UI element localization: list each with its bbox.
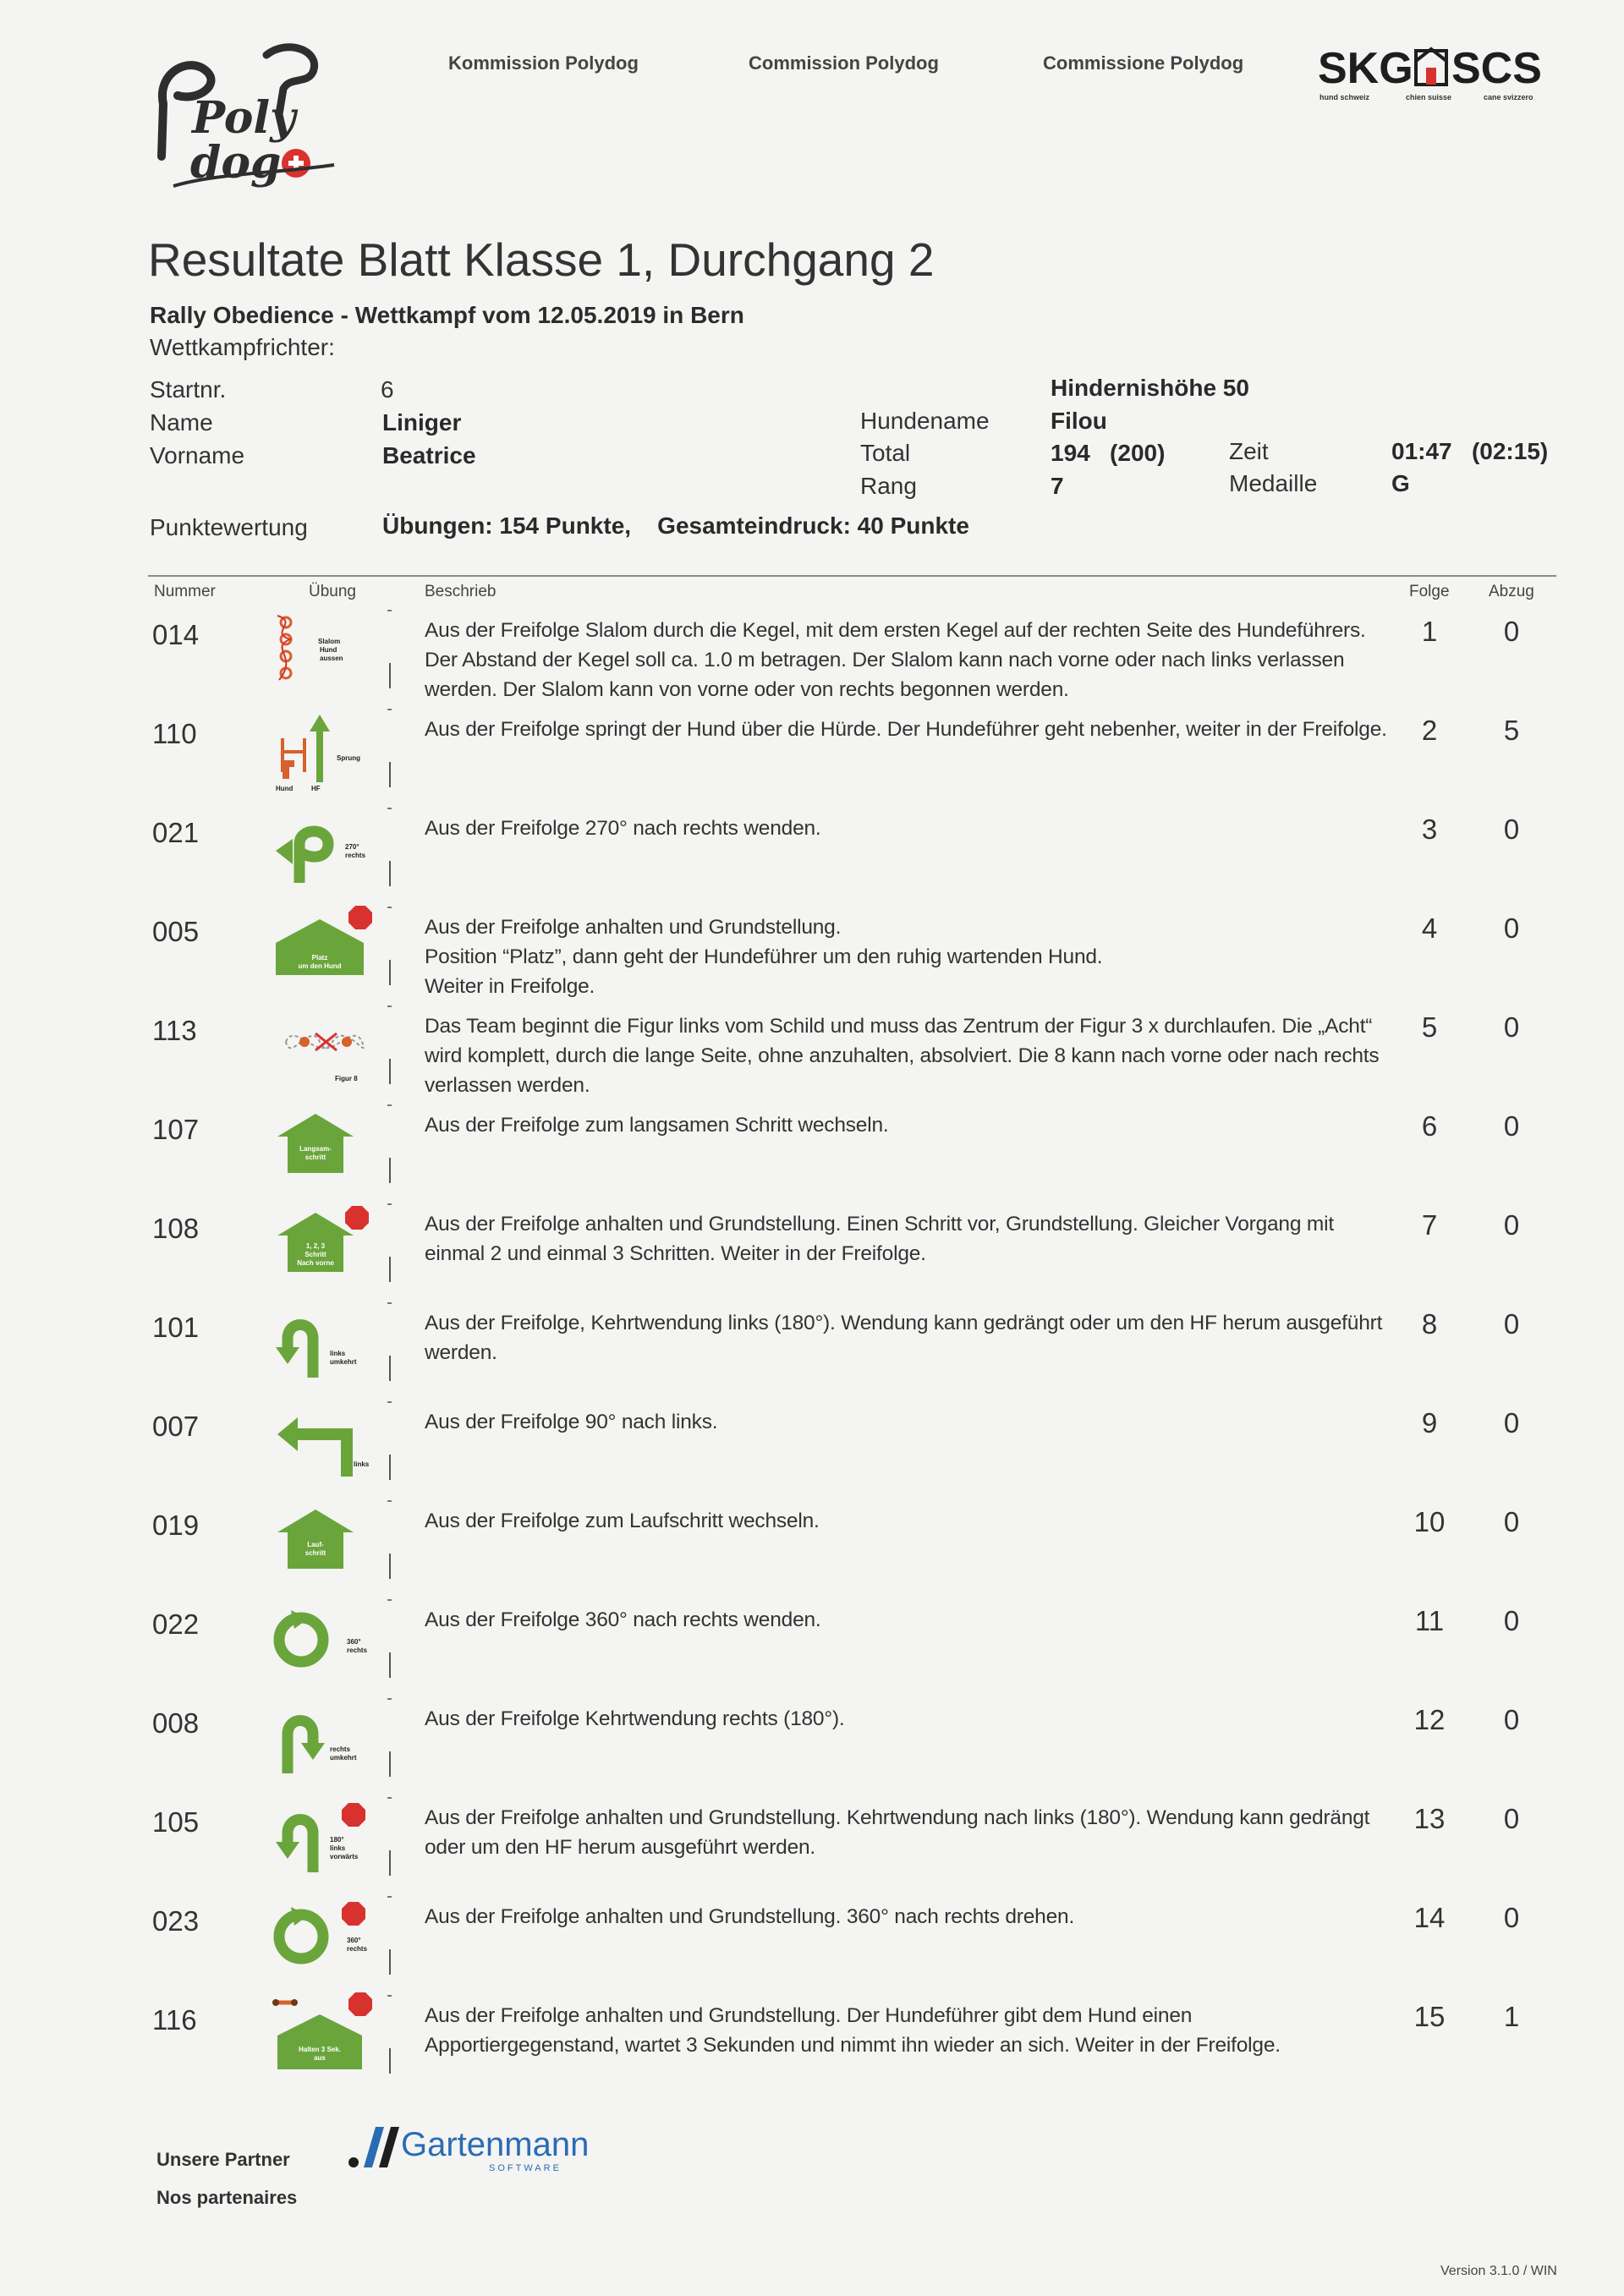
exercise-abzug: 1	[1503, 2001, 1520, 2032]
col-header-abzug: Abzug	[1489, 583, 1534, 600]
exercise-abzug: 5	[1503, 715, 1520, 746]
logo-text-poly: Poly	[192, 92, 296, 144]
icon-label: umkehrt	[330, 1754, 357, 1762]
commission-fr: Commission Polydog	[749, 52, 939, 74]
stop-sign-icon	[345, 1206, 369, 1230]
judge-label: Wettkampfrichter:	[150, 334, 335, 360]
table-row	[0, 1494, 1624, 1593]
table-row	[0, 1099, 1624, 1197]
turn-270-right-icon	[269, 802, 396, 895]
skg-sub-de: hund schweiz	[1320, 93, 1370, 101]
exercise-abzug: 0	[1503, 1605, 1520, 1636]
exercise-description: Aus der Freifolge 90° nach links.	[425, 1411, 718, 1433]
skg-text: SKG	[1318, 44, 1413, 93]
exercise-description: Aus der Freifolge springt der Hund über die Hürde. Der Hundeführer geht nebenher, weiter in der Freifolge.	[425, 718, 1387, 741]
icon-label: Slalom	[318, 638, 341, 645]
polydog-logo	[140, 38, 347, 195]
exercise-number: 019	[152, 1510, 200, 1541]
exercise-description: Aus der Freifolge 360° nach rechts wenden.	[425, 1608, 821, 1631]
table-row	[0, 1395, 1624, 1494]
commission-it: Commissione Polydog	[1043, 52, 1244, 74]
hundename-label: Hundename	[860, 408, 990, 434]
partner-label-de: Unsere Partner	[156, 2149, 290, 2170]
exercise-number: 107	[152, 1114, 200, 1145]
icon-label: rechts	[347, 1945, 368, 1953]
icon-label: rechts	[330, 1745, 351, 1753]
slalom-icon	[269, 604, 396, 697]
skg-sub-fr: chien suisse	[1406, 93, 1452, 101]
scs-text: SCS	[1451, 44, 1542, 93]
startnr-value: 6	[381, 376, 394, 403]
exercise-abzug: 0	[1503, 912, 1520, 944]
col-header-uebung: Übung	[309, 583, 356, 600]
exercise-abzug: 0	[1503, 1704, 1520, 1735]
steps-forward-icon	[269, 1197, 396, 1290]
exercise-folge: 14	[1413, 1902, 1446, 1933]
exercise-folge: 13	[1413, 1803, 1446, 1834]
exercise-abzug: 0	[1503, 1407, 1520, 1438]
fast-pace-icon	[269, 1494, 396, 1587]
exercise-folge: 11	[1414, 1605, 1445, 1636]
gartenmann-logo	[345, 2118, 590, 2178]
halt-360-right-icon	[269, 1890, 396, 1983]
stop-sign-icon	[342, 1902, 365, 1926]
halt-retrieve-icon	[269, 1989, 396, 2082]
exercise-number: 105	[152, 1806, 200, 1838]
exercise-description: Aus der Freifolge Kehrtwendung rechts (180°).	[425, 1707, 845, 1730]
exercise-number: 113	[152, 1015, 197, 1046]
table-row	[0, 1197, 1624, 1296]
vorname-value: Beatrice	[382, 442, 476, 469]
exercise-abzug: 0	[1503, 1110, 1520, 1142]
total-value: 194 (200)	[1051, 440, 1166, 466]
col-header-folge: Folge	[1409, 583, 1450, 600]
table-row	[0, 1593, 1624, 1692]
stop-sign-icon	[342, 1803, 365, 1827]
icon-label: Halten 3 Sek.	[299, 2046, 341, 2053]
skg-scs-logo	[1318, 42, 1555, 106]
partner-label-fr: Nos partenaires	[156, 2187, 298, 2208]
exercise-folge: 8	[1421, 1308, 1438, 1340]
exercise-folge: 9	[1421, 1407, 1438, 1438]
medaille-value: G	[1391, 470, 1410, 496]
icon-label: 360°	[347, 1638, 361, 1646]
exercise-abzug: 0	[1503, 814, 1520, 845]
icon-label: Platz	[311, 954, 328, 962]
exercise-folge: 3	[1421, 814, 1438, 845]
turn-90-left-icon	[269, 1395, 396, 1488]
exercise-number: 022	[152, 1608, 200, 1640]
logo-text-dog: dog	[190, 137, 282, 189]
exercise-number: 101	[152, 1312, 200, 1343]
exercise-folge: 6	[1421, 1110, 1438, 1142]
table-row	[0, 1791, 1624, 1890]
exercise-folge: 15	[1413, 2001, 1446, 2032]
col-header-beschrieb: Beschrieb	[425, 583, 497, 600]
icon-label: 180°	[330, 1836, 344, 1844]
halt-down-walk-around-icon	[269, 901, 396, 994]
exercise-number: 108	[152, 1213, 200, 1244]
rang-label: Rang	[860, 473, 917, 499]
stop-sign-icon	[348, 906, 372, 929]
exercise-folge: 4	[1421, 912, 1438, 944]
icon-label: 360°	[347, 1937, 361, 1944]
exercise-description: Aus der Freifolge anhalten und Grundstellung. Einen Schritt vor, Grundstellung. Gleicher Vorgang mit einmal 2 und einmal 3 Schritten. Weiter in der Freifolge.	[425, 1213, 1334, 1265]
icon-label: Lauf-	[307, 1541, 324, 1548]
exercise-description: Aus der Freifolge anhalten und Grundstellung. Der Hundeführer gibt dem Hund einen Apportiergegenstand, wartet 3 Sekunden und nimmt ihn wieder an sich. Weiter in der Freifolge.	[425, 2004, 1281, 2057]
icon-label: vorwärts	[330, 1853, 359, 1860]
rang-value: 7	[1051, 473, 1064, 499]
exercise-number: 007	[152, 1411, 200, 1442]
icon-label: rechts	[345, 852, 366, 859]
icon-label: Hund	[320, 646, 337, 654]
about-turn-right-icon	[269, 1692, 396, 1785]
icon-label: Nach vorne	[297, 1259, 334, 1267]
table-row	[0, 604, 1624, 703]
about-turn-left-icon	[269, 1296, 396, 1389]
exercise-abzug: 0	[1503, 1506, 1520, 1537]
stop-sign-icon	[348, 1992, 372, 2016]
exercise-description: Aus der Freifolge anhalten und Grundstellung. 360° nach rechts drehen.	[425, 1905, 1075, 1928]
exercise-abzug: 0	[1503, 1902, 1520, 1933]
table-row	[0, 1692, 1624, 1791]
icon-label: Hund	[276, 785, 294, 792]
turn-360-right-icon	[269, 1593, 396, 1686]
exercise-folge: 1	[1421, 616, 1438, 647]
exercise-abzug: 0	[1503, 1803, 1520, 1834]
exercise-abzug: 0	[1503, 1308, 1520, 1340]
name-value: Liniger	[382, 409, 462, 436]
icon-label: um den Hund	[298, 962, 342, 970]
icon-label: 1, 2, 3	[305, 1242, 326, 1250]
commission-de: Kommission Polydog	[448, 52, 639, 74]
exercise-folge: 7	[1421, 1209, 1438, 1241]
exercise-abzug: 0	[1503, 616, 1520, 647]
name-label: Name	[150, 409, 213, 436]
exercise-description: Aus der Freifolge zum langsamen Schritt wechseln.	[425, 1114, 889, 1137]
icon-label: umkehrt	[330, 1358, 357, 1366]
punkte-label: Punktewertung	[150, 514, 308, 540]
icon-label: links	[330, 1844, 346, 1852]
table-row	[0, 802, 1624, 901]
total-label: Total	[860, 440, 911, 466]
table-row	[0, 1989, 1624, 2088]
exercise-abzug: 0	[1503, 1209, 1520, 1241]
table-row	[0, 703, 1624, 802]
icon-label: Schritt	[304, 1251, 326, 1258]
startnr-label: Startnr.	[150, 376, 227, 403]
exercise-folge: 12	[1413, 1704, 1446, 1735]
medaille-label: Medaille	[1229, 470, 1318, 496]
exercise-number: 008	[152, 1707, 200, 1739]
table-row	[0, 901, 1624, 1000]
page-title: Resultate Blatt Klasse 1, Durchgang 2	[148, 233, 935, 286]
exercise-description: Aus der Freifolge anhalten und Grundstellung. Position “Platz”, dann geht der Hundeführer um den ruhig wartenden Hund. Weiter in Freifolge.	[425, 916, 1103, 998]
table-row	[0, 1890, 1624, 1989]
hindernis-value: Hindernishöhe 50	[1051, 375, 1249, 401]
exercise-description: Aus der Freifolge, Kehrtwendung links (180°). Wendung kann gedrängt oder um den HF herum ausgeführt werden.	[425, 1312, 1383, 1364]
icon-label: schritt	[304, 1549, 326, 1557]
exercise-description: Das Team beginnt die Figur links vom Schild und muss das Zentrum der Figur 3 x durchlaufen. Die „Acht“ wird komplett, durch die lange Seite, ohne anzuhalten, absolviert. Die 8 kann nach vorne oder nach rechts verlassen werden.	[425, 1015, 1380, 1097]
jump-icon	[269, 703, 396, 796]
exercise-abzug: 0	[1503, 1011, 1520, 1043]
table-row	[0, 1296, 1624, 1395]
vorname-label: Vorname	[150, 442, 245, 469]
icon-label: Sprung	[337, 754, 360, 762]
exercise-description: Aus der Freifolge Slalom durch die Kegel, mit dem ersten Kegel auf der rechten Seite des Hundeführers. Der Abstand der Kegel soll ca. 1.0 m betragen. Der Slalom kann nach vorne oder nach links verlassen werden. Der Slalom kann von vorne oder von rechts begonnen werden.	[425, 619, 1366, 701]
zeit-label: Zeit	[1229, 438, 1269, 464]
icon-label: aussen	[320, 655, 343, 662]
exercise-number: 116	[152, 2004, 197, 2036]
exercise-number: 014	[152, 619, 200, 650]
slow-pace-icon	[269, 1099, 396, 1192]
exercise-folge: 5	[1421, 1011, 1438, 1043]
exercise-description: Aus der Freifolge zum Laufschritt wechseln.	[425, 1510, 820, 1532]
gartenmann-sub: SOFTWARE	[489, 2163, 562, 2173]
version-label: Version 3.1.0 / WIN	[1440, 2264, 1557, 2278]
exercise-number: 110	[152, 718, 197, 749]
exercise-number: 005	[152, 916, 200, 947]
exercise-number: 021	[152, 817, 200, 848]
gartenmann-text: Gartenmann	[401, 2126, 590, 2163]
hundename-value: Filou	[1051, 408, 1107, 434]
exercise-number: 023	[152, 1905, 200, 1937]
icon-label: aus	[314, 2054, 326, 2062]
punkte-value: Übungen: 154 Punkte, Gesamteindruck: 40 Punkte	[382, 512, 969, 539]
halt-about-turn-left-icon	[269, 1791, 396, 1884]
exercise-description: Aus der Freifolge 270° nach rechts wenden.	[425, 817, 821, 840]
exercise-folge: 2	[1421, 715, 1438, 746]
exercise-description: Aus der Freifolge anhalten und Grundstellung. Kehrtwendung nach links (180°). Wendung kann gedrängt oder um den HF herum ausgeführt werden.	[425, 1806, 1370, 1859]
icon-label: HF	[311, 785, 321, 792]
icon-label: 270°	[345, 843, 359, 851]
icon-label: links	[330, 1350, 346, 1357]
competition-subtitle: Rally Obedience - Wettkampf vom 12.05.2019 in Bern	[150, 302, 744, 328]
table-header-divider	[148, 575, 1556, 577]
skg-sub-it: cane svizzero	[1484, 93, 1533, 101]
icon-label: schritt	[304, 1153, 326, 1161]
exercise-folge: 10	[1413, 1506, 1446, 1537]
icon-label: Figur 8	[335, 1075, 358, 1082]
zeit-value: 01:47 (02:15)	[1391, 438, 1549, 464]
icon-label: links	[354, 1460, 370, 1468]
icon-label: rechts	[347, 1647, 368, 1654]
icon-label: Langsam-	[299, 1145, 332, 1153]
figure-8-icon	[269, 1000, 396, 1093]
table-row	[0, 1000, 1624, 1099]
col-header-nummer: Nummer	[154, 583, 216, 600]
